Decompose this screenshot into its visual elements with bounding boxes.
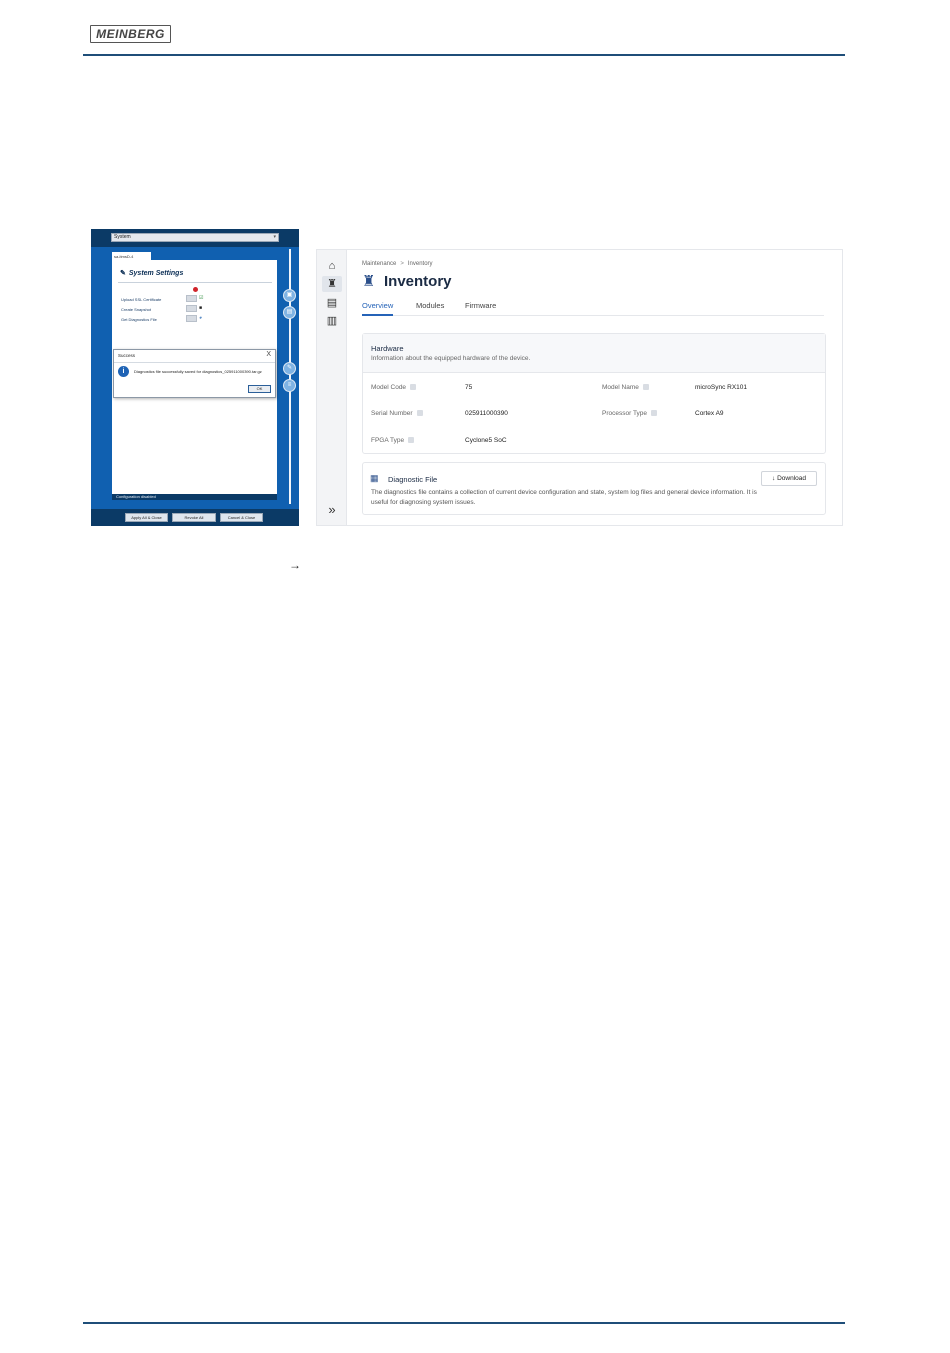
footer-rule (83, 1322, 845, 1324)
breadcrumb (362, 261, 433, 267)
inventory-icon[interactable]: ♜ (322, 276, 342, 292)
upload-icon[interactable]: ☑ (199, 295, 204, 301)
get-diagnostics-label: Get Diagnostics File (121, 317, 157, 322)
upload-ssl-field[interactable] (186, 295, 197, 302)
breadcrumb-separator: > (400, 261, 404, 267)
model-code-label: Model Code (371, 384, 416, 391)
list-icon[interactable]: ≡ (283, 379, 296, 392)
legacy-title: ✎ System Settings (120, 270, 184, 277)
wrench-icon: ✎ (120, 270, 126, 277)
create-snapshot-label: Create Snapshot (121, 307, 152, 312)
legacy-status-bar: Configuration disabled (112, 494, 277, 500)
meinberg-logo: MEINBERG (90, 25, 171, 43)
diagnostic-file-icon: ▦ (370, 473, 379, 483)
menu-select[interactable] (111, 233, 279, 242)
info-icon[interactable] (408, 437, 414, 443)
legacy-tab[interactable]: sa-itmsD-4 (112, 252, 151, 261)
chevron-down-icon: ▾ (273, 234, 276, 240)
breadcrumb-maintenance[interactable]: Maintenance (362, 261, 397, 267)
dialog-divider (114, 362, 275, 363)
close-icon[interactable]: X (266, 351, 271, 358)
hardware-card (362, 333, 826, 454)
breadcrumb-inventory: Inventory (407, 261, 433, 267)
processor-type-value: Cortex A9 (695, 410, 724, 417)
download-label: Download (777, 475, 806, 482)
tab-bar (362, 301, 824, 316)
create-snapshot-field[interactable] (186, 305, 197, 312)
folder-icon[interactable]: ▣ (283, 289, 296, 302)
dialog-message: Diagnostics file successfully saved for diagnostics_025911000390.tar.gz (134, 369, 262, 374)
info-icon[interactable] (643, 384, 649, 390)
dialog-title: Success (118, 353, 136, 358)
download-button[interactable] (761, 471, 817, 486)
expand-sidebar-icon[interactable]: » (328, 502, 336, 517)
get-diagnostics-field[interactable] (186, 315, 197, 322)
upload-ssl-label: Upload SSL Certificate (121, 297, 162, 302)
sidebar (317, 250, 347, 525)
tab-firmware[interactable]: Firmware (465, 301, 497, 310)
document-icon[interactable]: ▤ (326, 297, 338, 309)
ok-button[interactable]: OK (248, 385, 271, 393)
fpga-type-label: FPGA Type (371, 437, 414, 444)
status-dot-icon (193, 287, 198, 292)
legacy-title-rule (118, 282, 272, 283)
info-icon[interactable] (410, 384, 416, 390)
download-icon: ↓ (772, 475, 776, 482)
serial-number-label: Serial Number (371, 410, 423, 417)
cancel-close-button[interactable]: Cancel & Close (220, 513, 263, 522)
tab-overview[interactable]: Overview (362, 301, 393, 316)
diagnostic-file-title: Diagnostic File (388, 475, 438, 484)
model-name-label: Model Name (602, 384, 649, 391)
model-code-value: 75 (465, 384, 473, 391)
save-icon[interactable]: ▤ (283, 306, 296, 319)
info-icon[interactable] (417, 410, 423, 416)
menu-select-value: System (114, 234, 131, 240)
hardware-card-header (363, 334, 825, 373)
header-rule (83, 54, 845, 56)
wrench-button-icon[interactable]: ✎ (283, 362, 296, 375)
arrow-icon: → (289, 558, 301, 572)
hardware-subtitle: Information about the equipped hardware of the device. (371, 355, 531, 362)
model-name-value: microSync RX101 (695, 384, 748, 391)
camera-icon[interactable]: ■ (199, 305, 203, 311)
modern-ui-screenshot (316, 249, 843, 526)
apply-all-close-button[interactable]: Apply All & Close (125, 513, 168, 522)
fpga-type-value: Cyclone5 SoC (465, 437, 507, 444)
info-icon[interactable] (651, 410, 657, 416)
page-title (362, 272, 452, 294)
success-dialog (113, 349, 276, 398)
diagnostic-file-description: The diagnostics file contains a collection of current device configuration and state, system log files and general device information. It is useful for diagnosing system issues. (371, 489, 757, 506)
hardware-title: Hardware (371, 344, 404, 353)
home-icon[interactable]: ⌂ (328, 260, 336, 272)
page-title-text: Inventory (384, 272, 452, 290)
serial-number-value: 025911000390 (465, 410, 508, 417)
info-icon: i (118, 366, 129, 377)
diagnostic-file-card (362, 462, 826, 515)
processor-type-label: Processor Type (602, 410, 657, 417)
legacy-divider (289, 249, 291, 504)
tab-modules[interactable]: Modules (416, 301, 445, 310)
inventory-title-icon: ♜ (362, 273, 376, 290)
diagnostics-icon[interactable]: ◕ (199, 315, 203, 321)
log-icon[interactable]: ▥ (326, 315, 338, 327)
revoke-all-button[interactable]: Revoke All (172, 513, 216, 522)
